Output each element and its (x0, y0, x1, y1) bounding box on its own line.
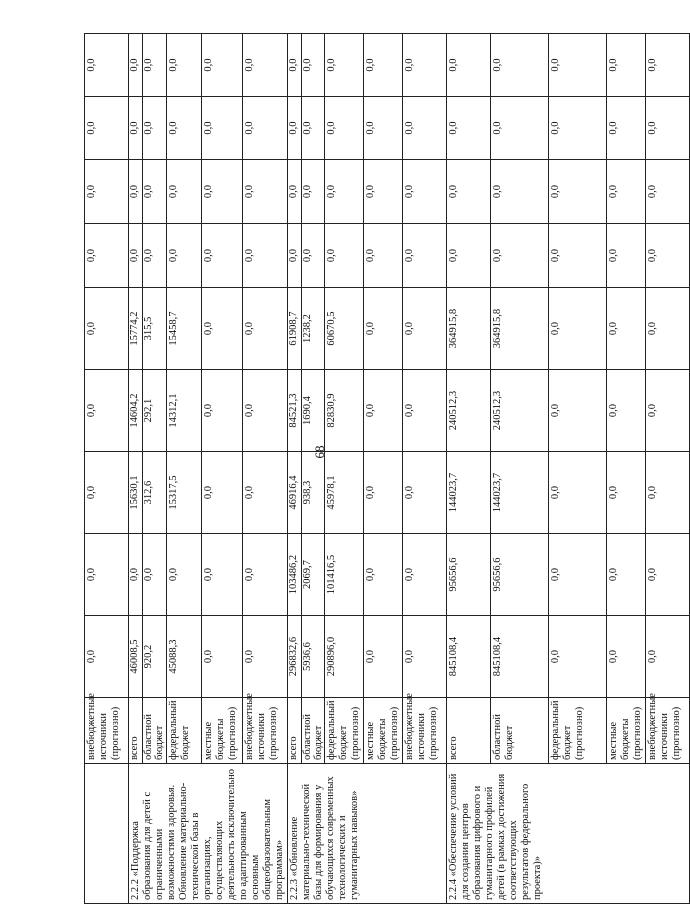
value-cell: 46916,4 (288, 452, 302, 534)
value-cell: 0,0 (447, 34, 491, 97)
value-cell: 0,0 (129, 224, 143, 288)
value-cell: 938,3 (302, 452, 325, 534)
value-cell: 0,0 (325, 160, 364, 224)
value-cell: 0,0 (364, 97, 403, 160)
row-name-empty (85, 764, 129, 904)
value-cell: 0,0 (242, 224, 287, 288)
value-cell: 0,0 (288, 97, 302, 160)
value-cell: 0,0 (364, 224, 403, 288)
value-cell: 60670,5 (325, 288, 364, 370)
table-row (129, 34, 143, 904)
table-row (85, 34, 129, 904)
source-cell: всего (447, 698, 491, 764)
page-number: 68 (312, 445, 327, 459)
value-cell: 0,0 (549, 452, 607, 534)
value-cell: 0,0 (167, 534, 202, 616)
value-cell: 0,0 (646, 370, 690, 452)
value-cell: 0,0 (549, 160, 607, 224)
value-cell: 0,0 (607, 288, 646, 370)
value-cell: 0,0 (288, 34, 302, 97)
value-cell: 95656,6 (447, 534, 491, 616)
funding-table (84, 33, 690, 904)
value-cell: 0,0 (302, 97, 325, 160)
value-cell: 0,0 (202, 370, 242, 452)
value-cell: 0,0 (364, 288, 403, 370)
value-cell: 0,0 (447, 224, 491, 288)
value-cell: 0,0 (129, 160, 143, 224)
value-cell: 0,0 (302, 224, 325, 288)
value-cell: 240512,3 (447, 370, 491, 452)
value-cell: 0,0 (549, 616, 607, 698)
value-cell: 292,1 (143, 370, 167, 452)
section-name: 2.2.2 «Поддержка образования для детей с ограниченными возможностями здоровья. Обновление материально-технической базы в организациях, осуществляющих деятельность исключительно по адаптированным основным общеобразовательным программам» (129, 764, 288, 904)
source-cell: областной бюджет (143, 698, 167, 764)
value-cell: 0,0 (85, 288, 129, 370)
value-cell: 0,0 (607, 370, 646, 452)
source-cell: местные бюджеты (прогнозно) (607, 698, 646, 764)
value-cell: 0,0 (129, 97, 143, 160)
value-cell: 0,0 (143, 34, 167, 97)
value-cell: 0,0 (646, 160, 690, 224)
value-cell: 2069,7 (302, 534, 325, 616)
value-cell: 0,0 (646, 288, 690, 370)
value-cell: 0,0 (364, 452, 403, 534)
value-cell: 364915,8 (491, 288, 549, 370)
value-cell: 0,0 (85, 616, 129, 698)
value-cell: 0,0 (302, 34, 325, 97)
value-cell: 0,0 (549, 534, 607, 616)
value-cell: 0,0 (403, 616, 447, 698)
value-cell: 0,0 (85, 97, 129, 160)
value-cell: 0,0 (364, 370, 403, 452)
value-cell: 0,0 (403, 452, 447, 534)
value-cell: 0,0 (491, 160, 549, 224)
value-cell: 14604,2 (129, 370, 143, 452)
value-cell: 0,0 (325, 34, 364, 97)
value-cell: 0,0 (202, 97, 242, 160)
value-cell: 0,0 (242, 160, 287, 224)
value-cell: 296832,6 (288, 616, 302, 698)
value-cell: 0,0 (242, 452, 287, 534)
value-cell: 101416,5 (325, 534, 364, 616)
value-cell: 103486,2 (288, 534, 302, 616)
table-row (447, 34, 491, 904)
value-cell: 0,0 (491, 97, 549, 160)
source-cell: федеральный бюджет (прогнозно) (549, 698, 607, 764)
value-cell: 0,0 (167, 160, 202, 224)
value-cell: 920,2 (143, 616, 167, 698)
table-row (288, 34, 302, 904)
value-cell: 0,0 (202, 224, 242, 288)
value-cell: 61908,7 (288, 288, 302, 370)
value-cell: 0,0 (549, 224, 607, 288)
source-cell: внебюджетные источники (прогнозно) (85, 698, 129, 764)
value-cell: 0,0 (403, 224, 447, 288)
value-cell: 0,0 (202, 288, 242, 370)
value-cell: 0,0 (242, 370, 287, 452)
value-cell: 0,0 (403, 160, 447, 224)
source-cell: всего (129, 698, 143, 764)
value-cell: 0,0 (242, 534, 287, 616)
value-cell: 0,0 (403, 370, 447, 452)
value-cell: 0,0 (288, 160, 302, 224)
section-name: 2.2.3 «Обновление материально-технической базы для формирования у обучающихся современных технологических и гуманитарных навыков» (288, 764, 447, 904)
source-cell: федеральный бюджет (прогнозно) (325, 698, 364, 764)
value-cell: 364915,8 (447, 288, 491, 370)
value-cell: 240512,3 (491, 370, 549, 452)
value-cell: 0,0 (549, 34, 607, 97)
value-cell: 84521,3 (288, 370, 302, 452)
value-cell: 0,0 (403, 34, 447, 97)
value-cell: 15317,5 (167, 452, 202, 534)
value-cell: 0,0 (403, 534, 447, 616)
value-cell: 0,0 (491, 224, 549, 288)
value-cell: 0,0 (302, 160, 325, 224)
value-cell: 0,0 (143, 97, 167, 160)
rotated-page (84, 34, 682, 904)
value-cell: 0,0 (202, 616, 242, 698)
value-cell: 0,0 (202, 34, 242, 97)
value-cell: 290896,0 (325, 616, 364, 698)
value-cell: 0,0 (607, 452, 646, 534)
value-cell: 5936,6 (302, 616, 325, 698)
source-cell: областной бюджет (491, 698, 549, 764)
value-cell: 0,0 (242, 288, 287, 370)
value-cell: 0,0 (202, 160, 242, 224)
value-cell: 0,0 (646, 534, 690, 616)
value-cell: 0,0 (607, 34, 646, 97)
value-cell: 0,0 (447, 160, 491, 224)
value-cell: 0,0 (325, 97, 364, 160)
value-cell: 15774,2 (129, 288, 143, 370)
value-cell: 0,0 (607, 160, 646, 224)
value-cell: 0,0 (646, 452, 690, 534)
value-cell: 0,0 (85, 224, 129, 288)
value-cell: 0,0 (129, 534, 143, 616)
value-cell: 82830,9 (325, 370, 364, 452)
value-cell: 0,0 (325, 224, 364, 288)
value-cell: 15458,7 (167, 288, 202, 370)
value-cell: 0,0 (167, 34, 202, 97)
value-cell: 0,0 (364, 534, 403, 616)
value-cell: 0,0 (143, 160, 167, 224)
value-cell: 0,0 (646, 34, 690, 97)
value-cell: 0,0 (403, 288, 447, 370)
value-cell: 0,0 (491, 34, 549, 97)
source-cell: местные бюджеты (прогнозно) (364, 698, 403, 764)
value-cell: 1238,2 (302, 288, 325, 370)
value-cell: 0,0 (202, 534, 242, 616)
value-cell: 0,0 (364, 34, 403, 97)
value-cell: 0,0 (607, 97, 646, 160)
source-cell: внебюджетные источники (прогнозно) (646, 698, 690, 764)
source-cell: областной бюджет (302, 698, 325, 764)
value-cell: 144023,7 (447, 452, 491, 534)
value-cell: 0,0 (646, 97, 690, 160)
value-cell: 0,0 (646, 224, 690, 288)
value-cell: 0,0 (364, 616, 403, 698)
value-cell: 845108,4 (447, 616, 491, 698)
value-cell: 0,0 (607, 224, 646, 288)
value-cell: 95656,6 (491, 534, 549, 616)
value-cell: 0,0 (167, 97, 202, 160)
value-cell: 0,0 (85, 534, 129, 616)
value-cell: 0,0 (646, 616, 690, 698)
value-cell: 46008,5 (129, 616, 143, 698)
value-cell: 14312,1 (167, 370, 202, 452)
value-cell: 0,0 (549, 370, 607, 452)
section-name: 2.2.4 «Обеспечение условий для создания центров образования цифрового и гуманитарного профилей детей (в рамках достижения соответствующих результатов федерального проекта)» (447, 764, 690, 904)
value-cell: 0,0 (364, 160, 403, 224)
value-cell: 0,0 (242, 34, 287, 97)
value-cell: 1690,4 (302, 370, 325, 452)
value-cell: 0,0 (85, 160, 129, 224)
source-cell: внебюджетные источники (прогнозно) (242, 698, 287, 764)
value-cell: 45978,1 (325, 452, 364, 534)
value-cell: 0,0 (607, 534, 646, 616)
value-cell: 0,0 (85, 452, 129, 534)
value-cell: 144023,7 (491, 452, 549, 534)
value-cell: 0,0 (549, 288, 607, 370)
value-cell: 0,0 (242, 97, 287, 160)
value-cell: 845108,4 (491, 616, 549, 698)
value-cell: 0,0 (447, 97, 491, 160)
value-cell: 15630,1 (129, 452, 143, 534)
value-cell: 0,0 (85, 370, 129, 452)
value-cell: 0,0 (549, 97, 607, 160)
value-cell: 0,0 (129, 34, 143, 97)
value-cell: 0,0 (607, 616, 646, 698)
value-cell: 0,0 (85, 34, 129, 97)
value-cell: 0,0 (403, 97, 447, 160)
source-cell: внебюджетные источники (прогнозно) (403, 698, 447, 764)
source-cell: всего (288, 698, 302, 764)
source-cell: федеральный бюджет (167, 698, 202, 764)
source-cell: местные бюджеты (прогнозно) (202, 698, 242, 764)
value-cell: 0,0 (167, 224, 202, 288)
value-cell: 0,0 (288, 224, 302, 288)
value-cell: 0,0 (242, 616, 287, 698)
value-cell: 0,0 (143, 224, 167, 288)
value-cell: 315,5 (143, 288, 167, 370)
value-cell: 45088,3 (167, 616, 202, 698)
value-cell: 312,6 (143, 452, 167, 534)
value-cell: 0,0 (202, 452, 242, 534)
value-cell: 0,0 (143, 534, 167, 616)
